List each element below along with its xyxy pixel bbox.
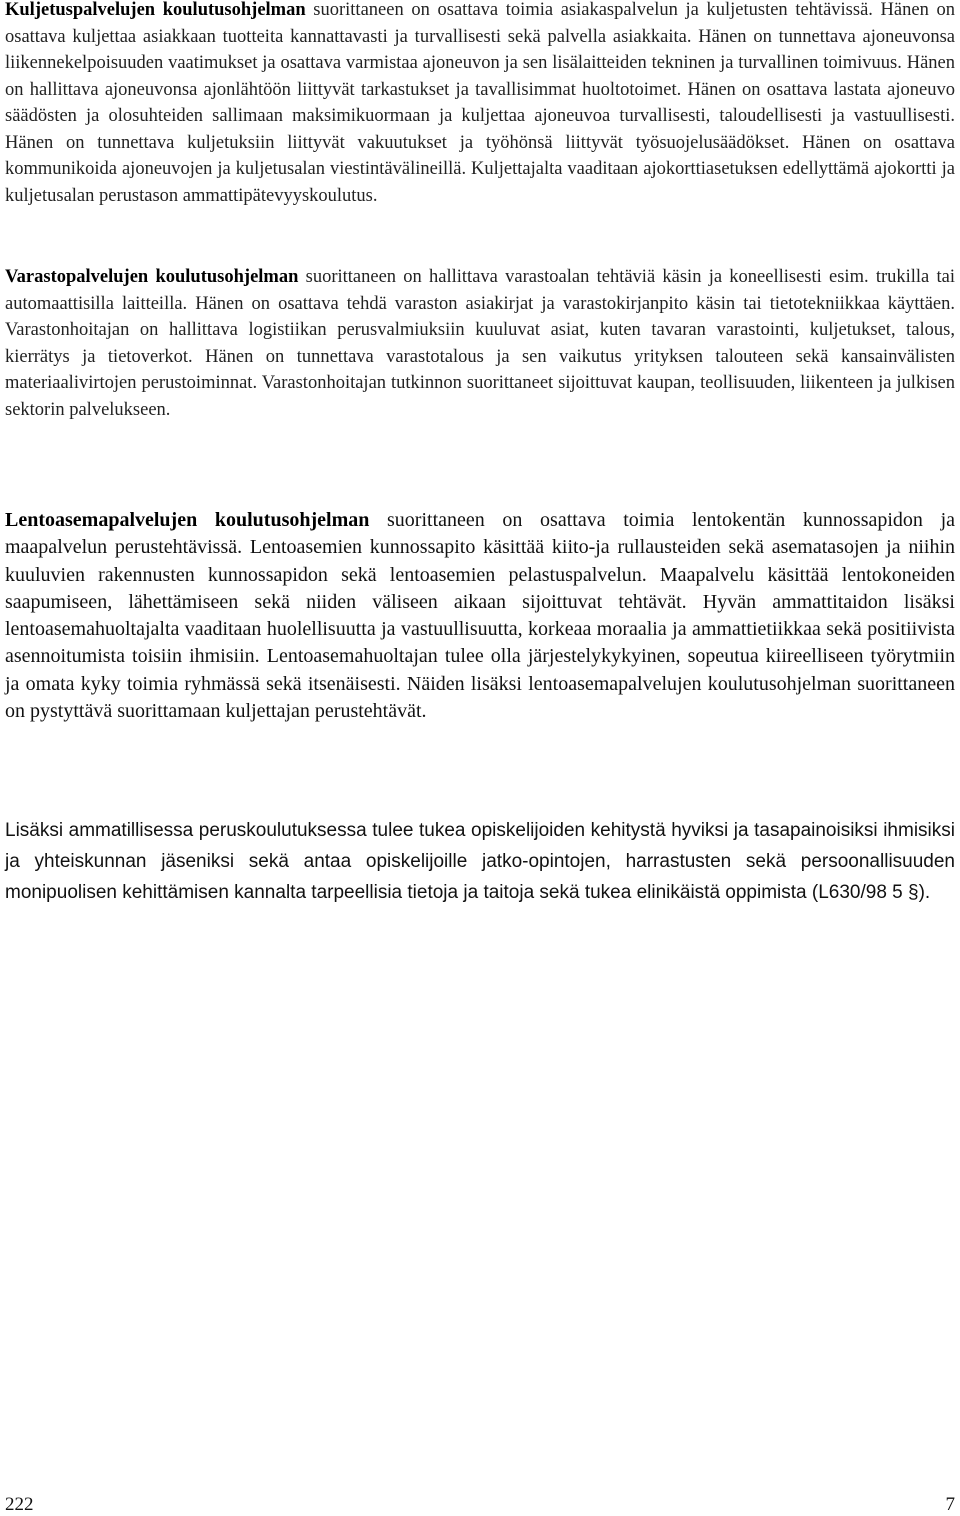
paragraph-text: suorittaneen on osattava toimia lentokentän kunnossapidon ja maapalvelun perustehtävissä. Lentoasemien kunnossapito käsittää kiito-ja rullausteiden sekä asematasojen ja niihin kuuluvien rakennusten kunnossapidon sekä lentoasemien pelastuspalvelun. Maapalvelu käsittää lentokoneiden saapumiseen, lähettämiseen sekä niiden väliseen aikaan sijoittuvat tehtävät. Hyvän ammattitaidon lisäksi lentoasemahuoltajalta vaaditaan huolellisuutta ja vastuullisuutta, korkeaa moraalia ja ammattietiikkaa sekä positiivista asennoitumista toisiin ihmisiin. Lentoasemahuoltajan tulee olla järjestelykykyinen, sopeutua kiireelliseen työrytmiin ja omata kyky toimia ryhmässä sekä itsenäisesti. Näiden lisäksi lentoasemapalvelujen koulutusohjelman suorittaneen on pystyttävä suorittamaan kuljettajan perustehtävät.	[5, 509, 956, 723]
page-number-right: 7	[945, 1494, 955, 1515]
paragraph-kuljetuspalvelut	[5, 0, 955, 209]
paragraph-text: suorittaneen on hallittava varastoalan tehtäviä käsin ja koneellisesti esim. trukilla tai automaattisilla laitteilla. Hänen on osattava tehdä varaston asiakirjat ja varastokirjanpito käsin tai tietotekniikkaa käyttäen. Varastonhoitajan on hallittava logistiikan perusvalmiuksiin kuuluvat asiat, kuten tavaran varastointi, kuljetukset, talous, kierrätys ja tietoverkot. Hänen on tunnettava varastotalous ja sen vaikutus yrityksen talouteen sekä kansainvälisten materiaalivirtojen perustoiminnat. Varastonhoitajan tutkinnon suorittaneet sijoittuvat kaupan, teollisuuden, liikenteen ja julkisen sektorin palvelukseen.	[5, 267, 956, 420]
paragraph-lisaksi	[5, 815, 955, 908]
paragraph-text: suorittaneen on osattava toimia asiakaspalvelun ja kuljetusten tehtävissä. Hänen on osattava kuljettaa asiakkaan tuotteita kannattavasti ja turvallisesti sekä palvella asiakkaita. Hänen on tunnettava ajoneuvonsa liikennekelpoisuuden vaatimukset ja osattava varmistaa ajoneuvon ja sen lisälaitteiden tekninen ja turvallinen toimivuus. Hänen on hallittava ajoneuvonsa ajonlähtöön liittyvät tarkastukset ja tavallisimmat huoltotoimet. Hänen on osattava lastata ajoneuvo säädösten ja olosuhteiden sallimaan maksimikuormaan ja kuljettaa ajoneuvoa turvallisesti, taloudellisesti ja vastuullisesti. Hänen on tunnettava kuljetuksiin liittyvät vakuutukset ja työhönsä liittyvät työsuojelusäädökset. Hänen on osattava kommunikoida ajoneuvojen ja kuljetusalan viestintävälineillä. Kuljettajalta vaaditaan ajokorttiasetuksen edellyttämä ajokortti ja kuljetusalan perustason ammattipätevyyskoulutus.	[5, 0, 955, 206]
paragraph-text: Lisäksi ammatillisessa peruskoulutuksessa tulee tukea opiskelijoiden kehitystä hyviksi ja tasapainoisiksi ihmisiksi ja yhteiskunnan jäseniksi sekä antaa opiskelijoille jatko-opintojen, harrastusten sekä persoonallisuuden monipuolisen kehittämisen kannalta tarpeellisia tietoja ja taitoja sekä tukea elinikäistä oppimista (L630/98 5 §).	[5, 820, 955, 903]
paragraph-varastopalvelut	[5, 264, 955, 423]
paragraph-lentoasemapalvelut	[5, 507, 955, 725]
paragraph-lead: Kuljetuspalvelujen koulutusohjelman	[5, 0, 306, 20]
paragraph-lead: Lentoasemapalvelujen koulutusohjelman	[5, 509, 370, 531]
page-number-left: 222	[5, 1494, 34, 1515]
paragraph-lead: Varastopalvelujen koulutusohjelman	[5, 267, 299, 287]
